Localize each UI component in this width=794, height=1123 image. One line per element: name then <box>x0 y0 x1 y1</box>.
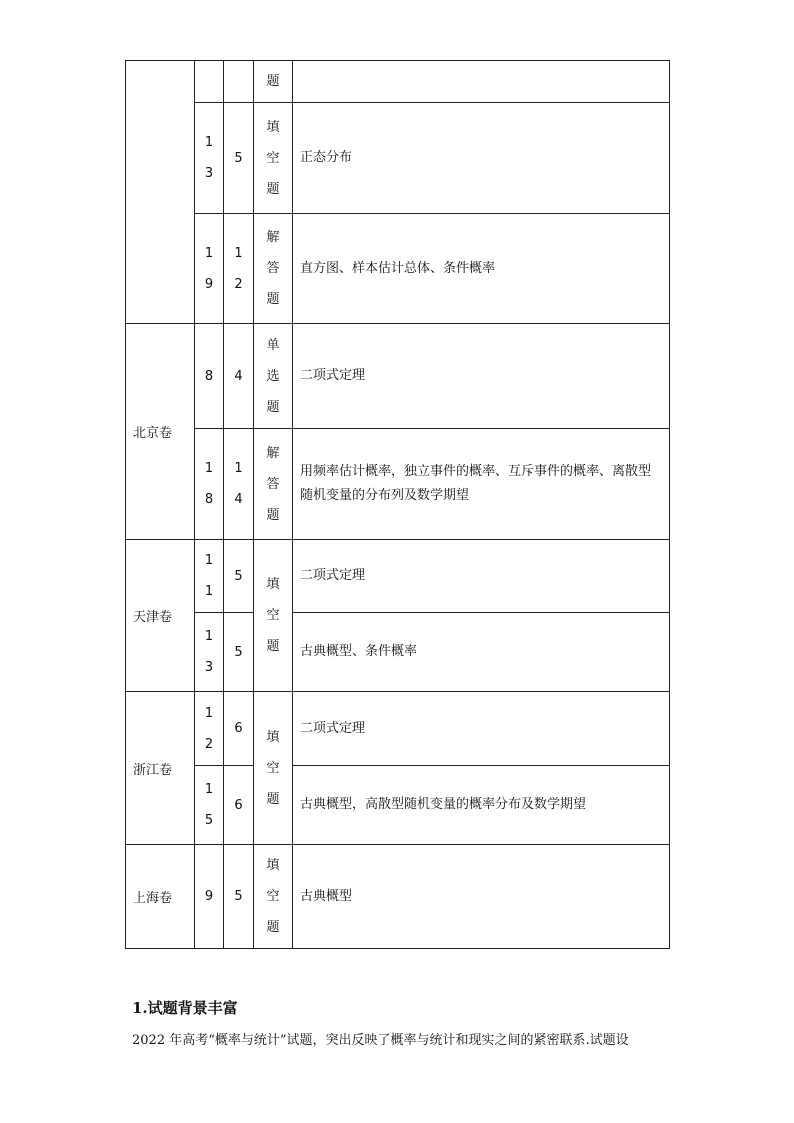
question-type-cell: 填 空 题 <box>254 692 293 845</box>
exam-topics-table <box>125 60 670 949</box>
question-number-cell: 1 1 <box>195 540 224 613</box>
score-cell: 1 4 <box>224 429 254 540</box>
question-type-cell: 填 空 题 <box>254 540 293 692</box>
score-cell: 6 <box>224 766 254 845</box>
table-row <box>126 61 670 103</box>
section-heading: 1.试题背景丰富 <box>132 999 238 1017</box>
table-row <box>126 766 670 845</box>
topic-cell: 二项式定理 <box>293 692 670 766</box>
table-row <box>126 324 670 429</box>
question-number-cell: 1 8 <box>195 429 224 540</box>
question-type-cell: 填 空 题 <box>254 103 293 214</box>
province-cell: 浙江卷 <box>126 692 195 845</box>
question-number-cell: 1 3 <box>195 613 224 692</box>
table-row <box>126 214 670 324</box>
province-cell <box>126 61 195 324</box>
question-number-cell: 1 3 <box>195 103 224 214</box>
topic-cell: 直方图、样本估计总体、条件概率 <box>293 214 670 324</box>
question-number-cell: 1 5 <box>195 766 224 845</box>
score-cell: 5 <box>224 103 254 214</box>
score-cell <box>224 61 254 103</box>
question-number-cell: 1 9 <box>195 214 224 324</box>
question-type-cell: 单 选 题 <box>254 324 293 429</box>
table-row <box>126 613 670 692</box>
question-type-cell: 题 <box>254 61 293 103</box>
question-number-cell: 8 <box>195 324 224 429</box>
topic-cell: 二项式定理 <box>293 540 670 613</box>
score-cell: 6 <box>224 692 254 766</box>
topic-cell <box>293 61 670 103</box>
question-number-cell <box>195 61 224 103</box>
topic-cell: 古典概型，高散型随机变量的概率分布及数学期望 <box>293 766 670 845</box>
question-number-cell: 9 <box>195 845 224 949</box>
topic-cell: 二项式定理 <box>293 324 670 429</box>
question-type-cell: 解 答 题 <box>254 214 293 324</box>
score-cell: 5 <box>224 613 254 692</box>
score-cell: 5 <box>224 845 254 949</box>
score-cell: 4 <box>224 324 254 429</box>
topic-cell: 古典概型、条件概率 <box>293 613 670 692</box>
score-cell: 1 2 <box>224 214 254 324</box>
question-type-cell: 填 空 题 <box>254 845 293 949</box>
table-row <box>126 429 670 540</box>
table-row <box>126 540 670 613</box>
score-cell: 5 <box>224 540 254 613</box>
table-row <box>126 692 670 766</box>
question-number-cell: 1 2 <box>195 692 224 766</box>
table-row <box>126 103 670 214</box>
section-paragraph: 2022 年高考“概率与统计”试题，突出反映了概率与统计和现实之间的紧密联系.试题设 <box>132 1033 629 1048</box>
table-row <box>126 845 670 949</box>
topic-cell: 用频率估计概率，独立事件的概率、互斥事件的概率、离散型随机变量的分布列及数学期望 <box>293 429 670 540</box>
question-type-cell: 解 答 题 <box>254 429 293 540</box>
topic-cell: 古典概型 <box>293 845 670 949</box>
province-cell: 天津卷 <box>126 540 195 692</box>
province-cell: 北京卷 <box>126 324 195 540</box>
province-cell: 上海卷 <box>126 845 195 949</box>
topic-cell: 正态分布 <box>293 103 670 214</box>
